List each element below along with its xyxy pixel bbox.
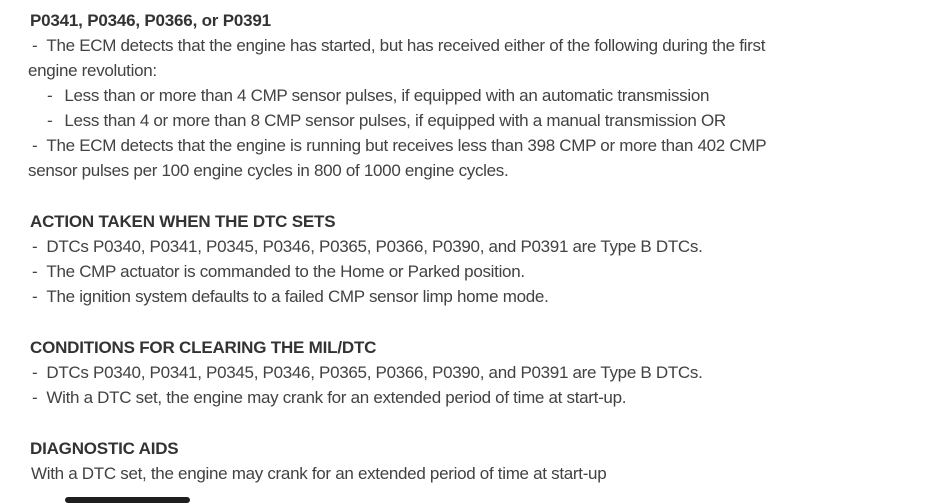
list-item-text: The CMP actuator is commanded to the Home or Parked position. [46, 262, 525, 281]
list-item [28, 360, 818, 385]
horizontal-scrollbar-thumb[interactable] [65, 497, 190, 503]
bullet-dash: - [32, 363, 38, 382]
bullet-dash: - [32, 388, 38, 407]
bullet-dash: - [32, 237, 38, 256]
bullet-dash: - [32, 136, 38, 155]
section-diagnostic-aids [28, 436, 818, 486]
bullet-dash: - [47, 86, 53, 105]
list-item [28, 461, 818, 486]
bullet-dash: - [32, 36, 38, 55]
list-item [28, 385, 818, 410]
list-item-text: With a DTC set, the engine may crank for an extended period of time at start-up. [46, 388, 627, 407]
list-item [28, 234, 818, 259]
section-heading-dtc-codes: P0341, P0346, P0366, or P0391 [30, 11, 271, 30]
section-dtc-description [28, 8, 818, 183]
list-item [28, 133, 818, 183]
list-item-text: Less than or more than 4 CMP sensor pulses, if equipped with an automatic transmission [64, 86, 710, 105]
section-clearing-conditions [28, 335, 818, 410]
list-item-text: The ECM detects that the engine is running but receives less than 398 CMP or more than 402 CMP sensor pulses per 100 engine cycles in 800 of 1000 engine cycles. [28, 136, 766, 180]
sub-list-item [28, 83, 818, 108]
bullet-dash: - [32, 262, 38, 281]
section-heading-action-taken: ACTION TAKEN WHEN THE DTC SETS [30, 212, 336, 231]
section-heading-diagnostic-aids: DIAGNOSTIC AIDS [30, 439, 179, 458]
section-action-taken [28, 209, 818, 309]
list-item-text: With a DTC set, the engine may crank for an extended period of time at start-up [31, 464, 607, 483]
bullet-dash: - [32, 287, 38, 306]
list-item-text: DTCs P0340, P0341, P0345, P0346, P0365, P0366, P0390, and P0391 are Type B DTCs. [46, 363, 703, 382]
list-item-text: The ignition system defaults to a failed CMP sensor limp home mode. [46, 287, 549, 306]
list-item [28, 259, 818, 284]
section-heading-clearing-conditions: CONDITIONS FOR CLEARING THE MIL/DTC [30, 338, 377, 357]
list-item [28, 284, 818, 309]
list-item-text: The ECM detects that the engine has started, but has received either of the following during the first engine revolution: [28, 36, 766, 80]
list-item-text: Less than 4 or more than 8 CMP sensor pulses, if equipped with a manual transmission OR [64, 111, 726, 130]
list-item [28, 33, 818, 83]
bullet-dash: - [47, 111, 53, 130]
sub-list-item [28, 108, 818, 133]
list-item-text: DTCs P0340, P0341, P0345, P0346, P0365, P0366, P0390, and P0391 are Type B DTCs. [46, 237, 703, 256]
